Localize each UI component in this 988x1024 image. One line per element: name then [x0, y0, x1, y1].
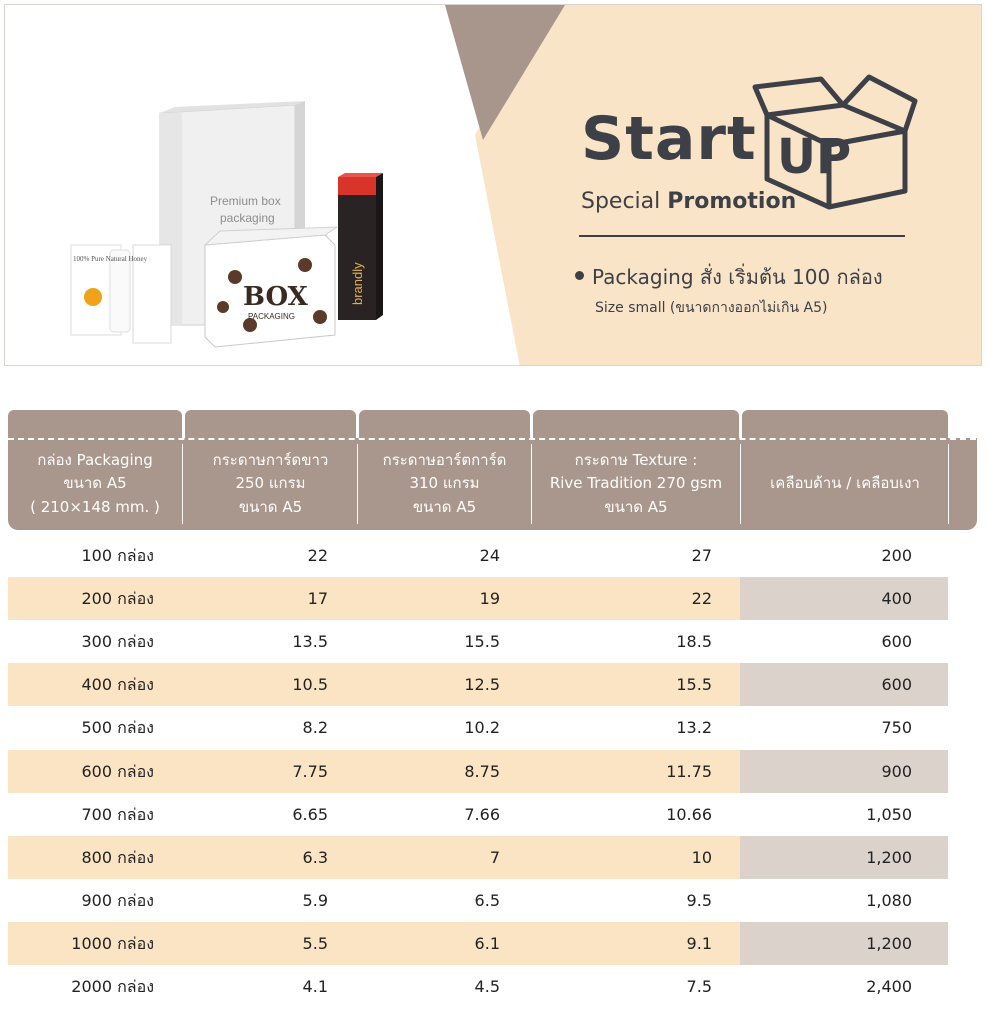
coating-price-cell	[740, 879, 948, 922]
texture-price-cell: 15.5	[676, 675, 712, 694]
white-card-price-cell: 13.5	[292, 632, 328, 651]
box-logo-text: BOX	[243, 282, 308, 312]
texture-price-cell: 9.5	[686, 891, 712, 910]
white-card-price-cell: 4.1	[302, 977, 328, 996]
white-card-price-cell: 17	[307, 589, 328, 608]
art-card-price-cell: 8.75	[464, 762, 500, 781]
column-separator	[740, 444, 741, 524]
art-card-price-cell: 12.5	[464, 675, 500, 694]
quantity-cell: 800 กล่อง	[81, 848, 154, 867]
coating-price-value: 1,080	[866, 891, 912, 910]
quantity-cell: 2000 กล่อง	[71, 977, 154, 996]
header-tab	[742, 410, 948, 440]
table-row	[8, 879, 948, 922]
quantity-cell: 100 กล่อง	[81, 546, 154, 565]
table-row	[8, 577, 948, 620]
coating-price-cell	[740, 534, 948, 577]
coating-price-cell	[740, 577, 948, 620]
quantity-cell: 600 กล่อง	[81, 762, 154, 781]
art-card-price-cell: 6.1	[474, 934, 500, 953]
white-card-price-cell: 7.75	[292, 762, 328, 781]
coating-price-value: 400	[881, 589, 912, 608]
promotion-text: Promotion	[667, 189, 797, 214]
white-card-price-cell: 5.5	[302, 934, 328, 953]
coating-price-value: 1,200	[866, 934, 912, 953]
header-texture-paper: กระดาษ Texture : Rive Tradition 270 gsm ขนาด A5	[549, 451, 723, 516]
art-card-price-cell: 7.66	[464, 805, 500, 824]
bullet-icon	[575, 271, 584, 280]
coating-price-value: 600	[881, 675, 912, 694]
art-card-price-cell: 10.2	[464, 718, 500, 737]
header-tab	[359, 410, 530, 440]
quantity-cell: 300 กล่อง	[81, 632, 154, 651]
header-dashed-line	[8, 438, 976, 440]
table-row	[8, 965, 948, 1008]
white-card-price-cell: 6.3	[302, 848, 328, 867]
brandly-label: brandly	[350, 262, 365, 305]
art-card-price-cell: 6.5	[474, 891, 500, 910]
header-tab	[8, 410, 182, 440]
table-header-tabs	[8, 410, 948, 440]
header-white-card: กระดาษการ์ดขาว 250 แกรม ขนาด A5	[212, 451, 329, 516]
art-card-price-cell: 19	[479, 589, 500, 608]
header-art-card: กระดาษอาร์ตการ์ด 310 แกรม ขนาด A5	[382, 451, 507, 516]
white-card-price-cell: 8.2	[302, 718, 328, 737]
coating-price-value: 1,200	[866, 848, 912, 867]
art-card-price-cell: 7	[489, 848, 500, 867]
min-order-line	[575, 261, 883, 293]
quantity-cell: 400 กล่อง	[81, 675, 154, 694]
coating-price-cell	[740, 663, 948, 706]
table-row	[8, 793, 948, 836]
honey-label: 100% Pure Natural Honey	[73, 255, 148, 263]
min-order-text: Packaging สั่ง เริ่มต้น 100 กล่อง	[592, 265, 883, 289]
startup-title: Start	[581, 104, 757, 174]
startup-logo-area	[565, 65, 965, 345]
quantity-cell: 200 กล่อง	[81, 589, 154, 608]
texture-price-cell: 10	[691, 848, 712, 867]
coating-price-cell	[740, 706, 948, 749]
white-card-price-cell: 10.5	[292, 675, 328, 694]
box-logo-subtext: PACKAGING	[248, 312, 295, 321]
column-separator	[357, 444, 358, 524]
table-row	[8, 620, 948, 663]
header-tab	[185, 410, 356, 440]
texture-price-cell: 27	[691, 546, 712, 565]
coating-price-value: 900	[881, 762, 912, 781]
table-row	[8, 663, 948, 706]
size-note: Size small (ขนาดกางออกไม่เกิน A5)	[595, 300, 828, 316]
product-illustration	[5, 5, 525, 365]
quantity-cell: 1000 กล่อง	[71, 934, 154, 953]
special-text: Special	[581, 189, 661, 214]
art-card-price-cell: 15.5	[464, 632, 500, 651]
table-row	[8, 922, 948, 965]
white-card-price-cell: 6.65	[292, 805, 328, 824]
coating-price-value: 750	[881, 718, 912, 737]
table-row	[8, 750, 948, 793]
table-row	[8, 706, 948, 749]
header-coating: เคลือบด้าน / เคลือบเงา	[770, 474, 920, 493]
texture-price-cell: 11.75	[666, 762, 712, 781]
header-quantity: กล่อง Packaging ขนาด A5 ( 210×148 mm. )	[30, 451, 160, 516]
table-row	[8, 836, 948, 879]
coating-price-cell	[740, 965, 948, 1008]
texture-price-cell: 9.1	[686, 934, 712, 953]
white-card-price-cell: 22	[307, 546, 328, 565]
coating-price-cell	[740, 922, 948, 965]
table-row	[8, 534, 948, 577]
coating-price-value: 2,400	[866, 977, 912, 996]
special-promotion-line	[581, 189, 796, 214]
coating-price-cell	[740, 750, 948, 793]
quantity-cell: 700 กล่อง	[81, 805, 154, 824]
texture-price-cell: 22	[691, 589, 712, 608]
quantity-cell: 500 กล่อง	[81, 718, 154, 737]
logo-divider	[579, 235, 905, 237]
texture-price-cell: 10.66	[666, 805, 712, 824]
header-tab	[533, 410, 739, 440]
texture-price-cell: 18.5	[676, 632, 712, 651]
texture-price-cell: 13.2	[676, 718, 712, 737]
premium-box-label: Premium box packaging	[210, 194, 281, 225]
coating-price-cell	[740, 793, 948, 836]
quantity-cell: 900 กล่อง	[81, 891, 154, 910]
promo-banner	[4, 4, 982, 366]
coating-price-cell	[740, 620, 948, 663]
coating-price-value: 1,050	[866, 805, 912, 824]
startup-up-word: UP	[777, 129, 852, 185]
column-separator	[948, 444, 949, 524]
column-separator	[531, 444, 532, 524]
art-card-price-cell: 24	[479, 546, 500, 565]
art-card-price-cell: 4.5	[474, 977, 500, 996]
coating-price-value: 600	[881, 632, 912, 651]
coating-price-value: 200	[881, 546, 912, 565]
column-separator	[182, 444, 183, 524]
white-card-price-cell: 5.9	[302, 891, 328, 910]
texture-price-cell: 7.5	[686, 977, 712, 996]
coating-price-cell	[740, 836, 948, 879]
